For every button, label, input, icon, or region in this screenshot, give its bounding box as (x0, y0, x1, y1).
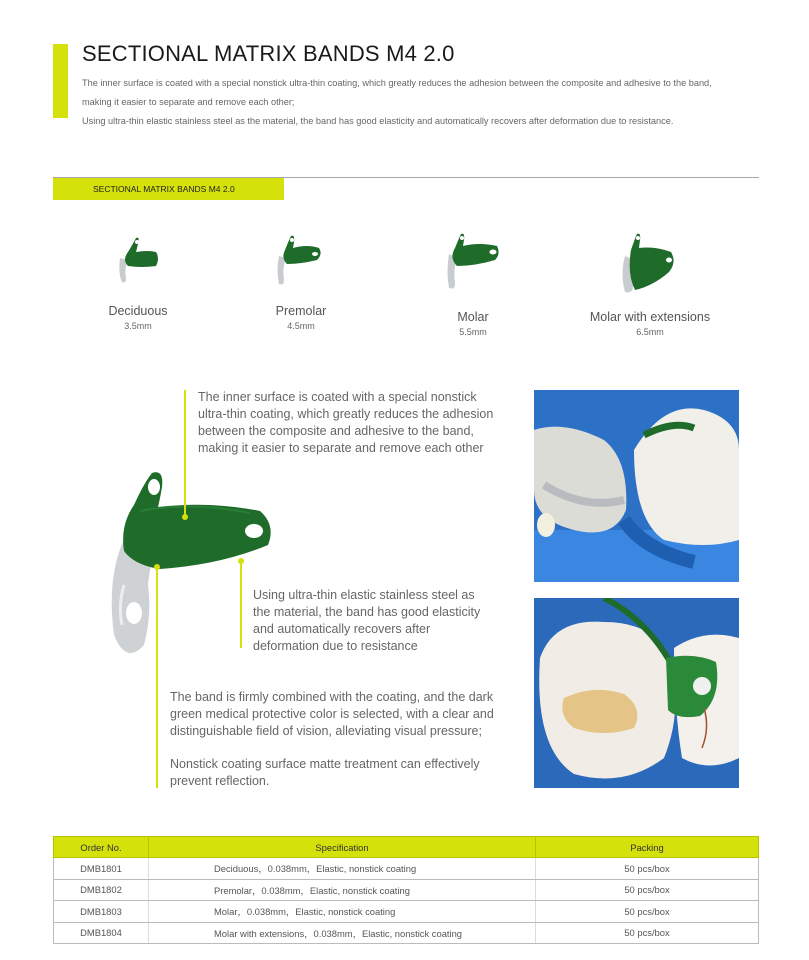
order-cell: DMB1801 (54, 858, 149, 880)
callout-line: The band is firmly combined with the coating, and the dark (170, 690, 494, 704)
callout-line: and automatically recovers after (253, 622, 431, 636)
callout-line: between the composite and adhesive to the band, (198, 424, 474, 438)
variant-premolar (221, 230, 381, 331)
molar-band-image (443, 230, 503, 296)
callout-color (170, 689, 494, 740)
spec-cell: Molar，0.038mm，Elastic, nonstick coating (149, 901, 536, 923)
variant-size: 3.5mm (124, 321, 152, 331)
spec-cell: Molar with extensions，0.038mm，Elastic, nonstick coating (149, 922, 536, 944)
col-header-packing: Packing (536, 837, 759, 858)
intro-line: making it easier to separate and remove each other; (82, 97, 295, 107)
clinical-photo-bottom (534, 598, 739, 788)
callout-steel (253, 587, 480, 655)
callout-matte (170, 756, 480, 790)
order-cell: DMB1802 (54, 879, 149, 901)
molar-extensions-band-image (615, 230, 685, 296)
table-row (54, 879, 759, 901)
variant-molar (393, 230, 553, 337)
callout-line: the material, the band has good elasticity (253, 605, 481, 619)
callout-line: The inner surface is coated with a special nonstick (198, 390, 477, 404)
callout-line: ultra-thin coating, which greatly reduces the adhesion (198, 407, 494, 421)
variant-name: Molar (457, 310, 489, 324)
callout-line: Using ultra-thin elastic stainless steel as (253, 588, 475, 602)
col-header-spec: Specification (149, 837, 536, 858)
intro-line: The inner surface is coated with a special nonstick ultra-thin coating, which greatly reduces the adhesion between the composite and adhesive to the band, (82, 78, 712, 88)
packing-cell: 50 pcs/box (536, 901, 759, 923)
section-tab: SECTIONAL MATRIX BANDS M4 2.0 (53, 178, 284, 200)
variant-name: Premolar (275, 304, 327, 318)
clinical-photo-top (534, 390, 739, 582)
callout-coating (198, 389, 493, 457)
variant-name: Molar with extensions (589, 310, 711, 324)
table-header-row (54, 837, 759, 858)
callout-line-coating (184, 390, 186, 518)
intro-line: Using ultra-thin elastic stainless steel as the material, the band has good elasticity and automatically recovers after deformation due to resistance. (82, 116, 674, 126)
callout-dot-color (154, 564, 160, 570)
callout-line: Nonstick coating surface matte treatment can effectively (170, 757, 480, 771)
deciduous-band-image (108, 230, 168, 290)
variant-deciduous (58, 230, 218, 331)
variant-name: Deciduous (108, 304, 168, 318)
callout-line-color (156, 566, 158, 788)
callout-line: prevent reflection. (170, 774, 270, 788)
packing-cell: 50 pcs/box (536, 879, 759, 901)
callout-dot-coating (182, 514, 188, 520)
callout-line: making it easier to separate and remove each other (198, 441, 484, 455)
spec-cell: Deciduous，0.038mm，Elastic, nonstick coating (149, 858, 536, 880)
page-title: SECTIONAL MATRIX BANDS M4 2.0 (82, 41, 455, 66)
spec-cell: Premolar，0.038mm，Elastic, nonstick coating (149, 879, 536, 901)
callout-line: green medical protective color is selected, with a clear and (170, 707, 494, 721)
callout-line: distinguishable field of vision, alleviating visual pressure; (170, 724, 482, 738)
packing-cell: 50 pcs/box (536, 858, 759, 880)
table-row (54, 901, 759, 923)
premolar-band-image (271, 230, 331, 290)
variant-size: 4.5mm (287, 321, 315, 331)
callout-dot-steel (238, 558, 244, 564)
packing-cell: 50 pcs/box (536, 922, 759, 944)
title-accent-bar (53, 44, 68, 118)
variant-size: 6.5mm (636, 327, 664, 337)
callout-line-steel (240, 560, 242, 648)
order-cell: DMB1804 (54, 922, 149, 944)
order-cell: DMB1803 (54, 901, 149, 923)
intro-text (82, 74, 782, 131)
variant-molar-extensions (570, 230, 730, 337)
table-row (54, 858, 759, 880)
order-table (53, 836, 759, 944)
col-header-order: Order No. (54, 837, 149, 858)
variant-size: 5.5mm (459, 327, 487, 337)
callout-line: deformation due to resistance (253, 639, 418, 653)
table-row (54, 922, 759, 944)
